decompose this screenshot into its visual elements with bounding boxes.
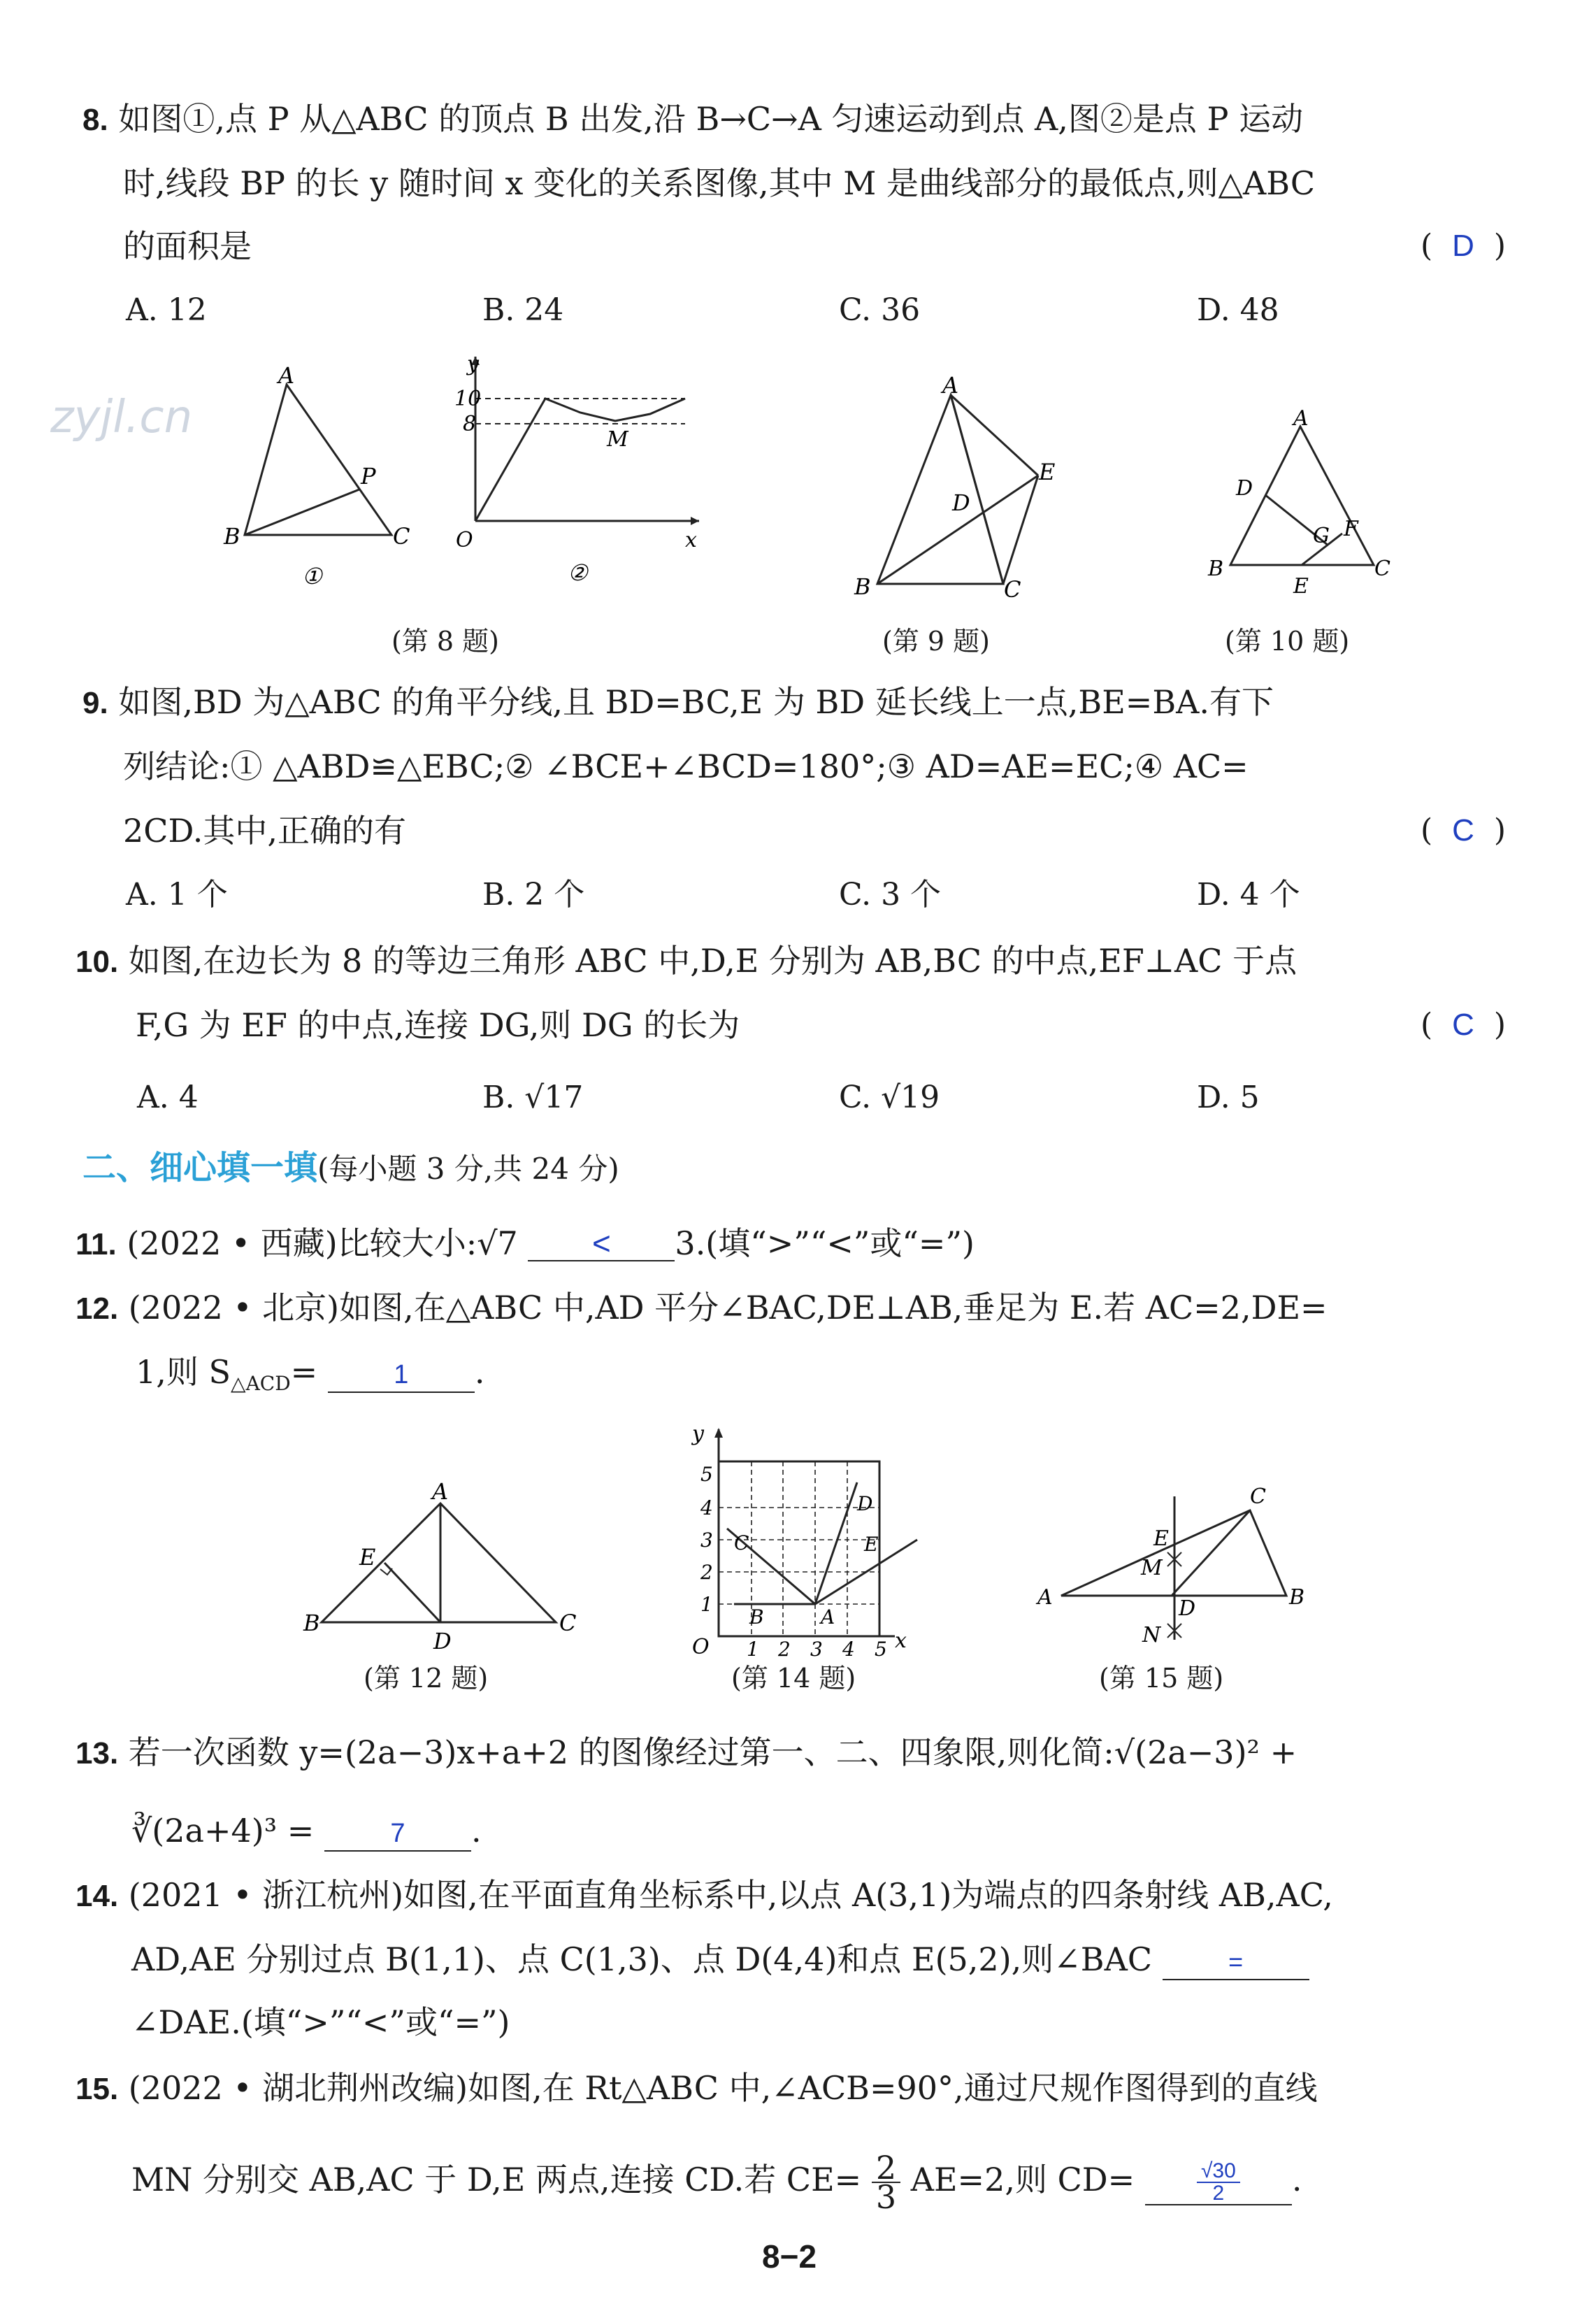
page-number: 8−2	[762, 2238, 817, 2275]
svg-text:y: y	[692, 1422, 704, 1446]
q9-triangle-abc	[877, 395, 1003, 584]
q10-option-a: A. 4	[137, 1080, 199, 1115]
svg-text:E: E	[359, 1544, 376, 1571]
section-2-note: (每小题 3 分,共 24 分)	[317, 1152, 619, 1186]
q11-post: 3.(填“>”“<”或“=”)	[675, 1224, 975, 1262]
q9-answer: C	[1452, 813, 1474, 847]
q13-text1: 若一次函数 y=(2a−3)x+a+2 的图像经过第一、二、四象限,则化简:√(2a−3)² +	[128, 1733, 1297, 1771]
q9-text1: 如图,BD 为△ABC 的角平分线,且 BD=BC,E 为 BD 延长线上一点,BE=BA.有下	[118, 683, 1274, 721]
section-2-title: 二、细心填一填	[82, 1148, 318, 1187]
q14-y-tick-3: 3	[700, 1529, 713, 1552]
q9-figure	[839, 371, 1077, 601]
q12-blank	[328, 1355, 475, 1393]
q9-option-d: D. 4 个	[1197, 877, 1300, 913]
q15-text2-pre: MN 分别交 AB,AC 于 D,E 两点,连接 CD.若 CE=	[131, 2161, 862, 2198]
q8-graph-curve	[475, 399, 685, 521]
q10-text1: 如图,在边长为 8 的等边三角形 ABC 中,D,E 分别为 AB,BC 的中点,EF⊥AC 于点	[128, 942, 1297, 980]
q14-y-tick-2: 2	[700, 1561, 713, 1584]
q12-figure	[294, 1475, 587, 1657]
q8-graph-m-label: M	[607, 427, 628, 452]
q8-line2: 时,线段 BP 的长 y 随时间 x 变化的关系图像,其中 M 是曲线部分的最低点,则△ABC	[123, 164, 1316, 202]
q10-figure	[1195, 406, 1405, 601]
q15-answer-den: 2	[1212, 2182, 1225, 2205]
q11-line	[76, 1222, 975, 1266]
q15-answer	[1197, 2161, 1240, 2204]
svg-text:O: O	[692, 1635, 710, 1657]
q14-y-tick-4: 4	[700, 1496, 713, 1519]
svg-text:E: E	[1293, 574, 1309, 599]
q10-option-b: B. √17	[482, 1080, 584, 1115]
svg-text:A: A	[942, 372, 959, 399]
q8-graph-tick-10: 10	[454, 387, 482, 411]
q15-line1	[76, 2067, 1318, 2110]
svg-text:E: E	[1153, 1526, 1169, 1551]
q12-line2-pre: 1,则 S	[136, 1353, 231, 1391]
q13-answer: 7	[390, 1819, 405, 1848]
q15-text2-mid: AE=2,则 CD=	[910, 2161, 1135, 2198]
q14-answer: =	[1228, 1947, 1244, 1976]
q15-frac-den: 3	[875, 2178, 897, 2216]
svg-text:C: C	[1004, 576, 1021, 601]
q9-option-c: C. 3 个	[839, 877, 942, 913]
q14-y-tick-5: 5	[700, 1463, 713, 1486]
q8-answer-box: ( D )	[1421, 228, 1507, 264]
q15-number: 15.	[76, 2072, 119, 2106]
svg-text:G: G	[1313, 524, 1330, 548]
q8-fig2-label: ②	[568, 559, 588, 586]
q8-figure-2	[447, 350, 713, 594]
svg-text:E: E	[1039, 459, 1056, 485]
q14-blank	[1163, 1943, 1309, 1980]
q15-caption: (第 15 题)	[1099, 1663, 1224, 1694]
q10-option-c: C. √19	[839, 1080, 940, 1115]
svg-text:M: M	[1141, 1556, 1163, 1580]
q10-option-d: D. 5	[1197, 1080, 1260, 1115]
q14-number: 14.	[76, 1879, 119, 1913]
q15-figure	[1028, 1468, 1335, 1650]
q10-answer: C	[1452, 1008, 1474, 1042]
svg-text:B: B	[1289, 1585, 1305, 1610]
svg-text:B: B	[303, 1610, 320, 1636]
q8-graph-origin: O	[456, 528, 473, 552]
q10-caption: (第 10 题)	[1225, 626, 1350, 657]
q14-caption: (第 14 题)	[731, 1663, 856, 1694]
q11-number: 11.	[76, 1227, 117, 1261]
q10-answer-box: ( C )	[1421, 1007, 1507, 1043]
q8-fig1-segment-bp	[245, 489, 359, 535]
section-2-heading	[82, 1147, 619, 1190]
q9-line1	[82, 681, 1274, 724]
svg-text:A: A	[278, 364, 295, 389]
q10-line1	[76, 940, 1297, 983]
q8-fig1-triangle	[245, 385, 391, 535]
q15-segment-cd	[1172, 1510, 1250, 1596]
q10-number: 10.	[76, 945, 119, 979]
q8-line3: 的面积是	[123, 227, 252, 265]
svg-text:D: D	[1236, 476, 1253, 501]
q8-graph-y-label: y	[467, 352, 479, 376]
watermark: zyjl.cn	[50, 392, 193, 443]
q8-graph-tick-8: 8	[463, 412, 477, 436]
q9-option-a: A. 1 个	[126, 877, 228, 913]
q12-number: 12.	[76, 1292, 119, 1326]
q9-caption: (第 9 题)	[882, 626, 990, 657]
q15-line2: MN 分别交 AB,AC 于 D,E 两点,连接 CD.若 CE= $\frac{2}{3}$ AE=2,则 CD= $\frac{√30}{2}$ .	[131, 2149, 1302, 2216]
q15-fraction	[872, 2149, 900, 2216]
svg-text:A: A	[821, 1605, 835, 1629]
q11-blank	[528, 1226, 675, 1261]
q15-blank	[1145, 2161, 1292, 2205]
q11-answer: <	[591, 1225, 611, 1261]
svg-text:A: A	[432, 1478, 449, 1505]
q8-text1: 如图①,点 P 从△ABC 的顶点 B 出发,沿 B→C→A 匀速运动到点 A,图②是点 P 运动	[118, 100, 1304, 138]
q14-line2	[131, 1938, 1309, 1980]
svg-text:D: D	[1179, 1596, 1196, 1621]
q12-line2-sub: △ACD	[231, 1372, 291, 1396]
q9-line3: 2CD.其中,正确的有	[123, 812, 406, 850]
q12-segment-de	[384, 1563, 440, 1622]
q12-triangle-abc	[322, 1503, 556, 1622]
q8-caption: (第 8 题)	[391, 626, 499, 657]
q8-answer: D	[1452, 229, 1474, 263]
q15-answer-num: √30	[1197, 2161, 1240, 2183]
q14-x-tick-1: 1	[747, 1638, 759, 1657]
q15-frac-num: 2	[872, 2154, 900, 2183]
q8-option-b: B. 24	[482, 292, 564, 328]
svg-text:B: B	[854, 573, 871, 600]
q14-ray-ad	[815, 1482, 857, 1604]
svg-text:D: D	[433, 1628, 452, 1654]
q9-number: 9.	[82, 686, 108, 720]
svg-text:F: F	[1344, 517, 1358, 541]
q13-line2: ∛(2a+4)³ = 7 .	[131, 1810, 482, 1852]
q13-blank	[324, 1814, 471, 1852]
q14-line3: ∠DAE.(填“>”“<”或“=”)	[131, 2003, 510, 2041]
q12-answer: 1	[394, 1360, 409, 1389]
svg-text:B: B	[749, 1605, 764, 1629]
q8-option-c: C. 36	[839, 292, 921, 328]
svg-text:B: B	[224, 523, 240, 550]
q15-text1: (2022 • 湖北荆州改编)如图,在 Rt△ABC 中,∠ACB=90°,通过尺规作图得到的直线	[128, 2069, 1318, 2107]
q8-option-d: D. 48	[1197, 292, 1279, 328]
svg-text:E: E	[864, 1533, 879, 1556]
q14-y-tick-1: 1	[700, 1593, 713, 1616]
q14-x-tick-5: 5	[875, 1638, 887, 1657]
q8-figure-1	[210, 364, 440, 594]
q9-option-b: B. 2 个	[482, 877, 585, 913]
q8-line1	[82, 98, 1303, 141]
q11-pre: (2022 • 西藏)比较大小:√7	[127, 1224, 518, 1262]
svg-text:C: C	[1374, 557, 1390, 581]
q14-text1: (2021 • 浙江杭州)如图,在平面直角坐标系中,以点 A(3,1)为端点的四条射线 AB,AC,	[128, 1876, 1333, 1914]
q14-text2: AD,AE 分别过点 B(1,1)、点 C(1,3)、点 D(4,4)和点 E(5,2),则∠BAC	[131, 1940, 1153, 1978]
q12-line2-eq: =	[290, 1353, 318, 1391]
q13-text2: ∛(2a+4)³ =	[131, 1812, 315, 1850]
svg-text:B: B	[1208, 557, 1224, 581]
svg-text:N: N	[1142, 1623, 1161, 1647]
q13-number: 13.	[76, 1736, 119, 1770]
svg-text:x: x	[895, 1629, 907, 1653]
q14-x-tick-2: 2	[778, 1638, 791, 1657]
svg-text:A: A	[1037, 1585, 1053, 1610]
q12-line1	[76, 1287, 1328, 1330]
q13-line1	[76, 1731, 1297, 1775]
svg-text:C: C	[393, 523, 410, 550]
svg-text:C: C	[559, 1610, 577, 1636]
q14-x-tick-4: 4	[842, 1638, 855, 1657]
svg-text:D: D	[857, 1492, 873, 1515]
svg-text:D: D	[952, 489, 970, 516]
q14-line1	[76, 1874, 1333, 1917]
q10-line2: F,G 为 EF 的中点,连接 DG,则 DG 的长为	[136, 1006, 740, 1044]
q9-line2: 列结论:① △ABD≌△EBC;② ∠BCE+∠BCD=180°;③ AD=AE=EC;④ AC=	[123, 747, 1249, 785]
q12-caption: (第 12 题)	[364, 1663, 489, 1694]
svg-text:C: C	[734, 1531, 749, 1554]
q12-line2: 1,则 $S_{\triangle ACD}= 1$ .	[136, 1353, 485, 1396]
svg-text:C: C	[1250, 1484, 1266, 1509]
svg-text:P: P	[361, 463, 376, 489]
q8-number: 8.	[82, 103, 108, 137]
svg-text:A: A	[1293, 406, 1309, 431]
q8-graph-x-label: x	[685, 528, 697, 552]
q14-x-tick-3: 3	[810, 1638, 823, 1657]
q12-text1: (2022 • 北京)如图,在△ABC 中,AD 平分∠BAC,DE⊥AB,垂足为 E.若 AC=2,DE=	[128, 1289, 1328, 1326]
q8-fig1-label: ①	[302, 563, 322, 589]
q9-answer-box: ( C )	[1421, 813, 1507, 848]
q14-figure	[685, 1412, 937, 1657]
q8-option-a: A. 12	[126, 292, 207, 328]
